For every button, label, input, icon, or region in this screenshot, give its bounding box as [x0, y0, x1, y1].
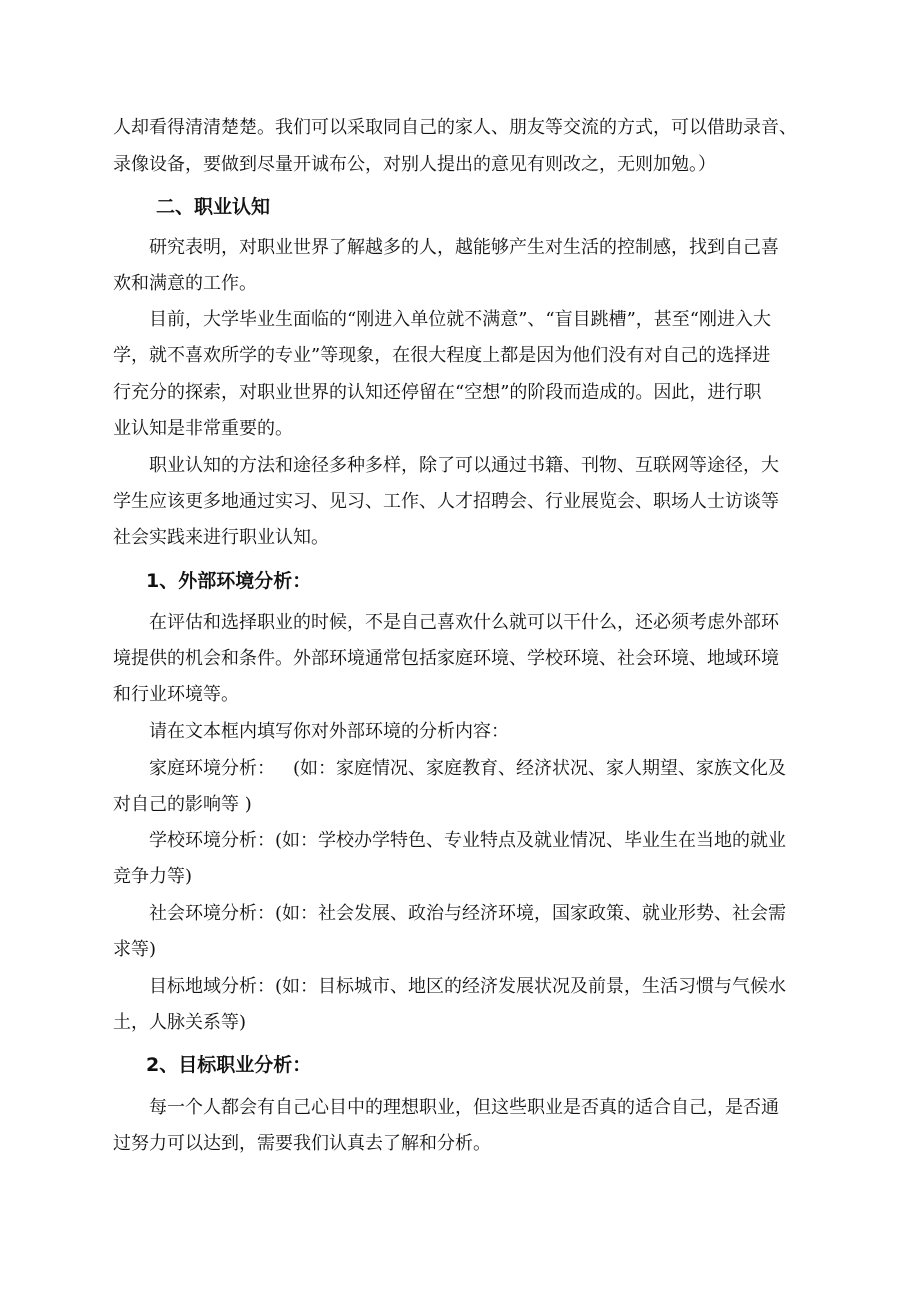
text-line: 和行业环境等。 — [113, 684, 239, 705]
text-line: 社会环境分析：(如：社会发展、政治与经济环境，国家政策、就业形势、社会需 — [149, 903, 787, 924]
text-line: 每一个人都会有自己心目中的理想职业，但这些职业是否真的适合自己，是否通 — [149, 1097, 779, 1118]
text-line: 职业认知的方法和途径多种多样，除了可以通过书籍、刊物、互联网等途径，大 — [149, 455, 779, 476]
family-analysis-line — [149, 758, 786, 780]
text-line: 行充分的探索，对职业世界的认知还停留在“空想”的阶段而造成的。因此，进行职 — [113, 382, 762, 403]
subsection-heading: 1、外部环境分析： — [146, 570, 312, 592]
text-line: 学生应该更多地通过实习、见习、工作、人才招聘会、行业展览会、职场人士访谈等 — [113, 491, 779, 512]
text-line: 学，就不喜欢所学的专业”等现象，在很大程度上都是因为他们没有对自己的选择进 — [113, 345, 771, 366]
family-hint: (如：家庭情况、家庭教育、经济状况、家人期望、家族文化及 — [293, 758, 787, 779]
text-line: 目前，大学毕业生面临的“刚进入单位就不满意”、“盲目跳槽”，甚至“刚进入大 — [149, 309, 772, 330]
text-line: 过努力可以达到，需要我们认真去了解和分析。 — [113, 1133, 491, 1154]
family-label: 家庭环境分析： — [149, 758, 275, 779]
text-line: 社会实践来进行职业认知。 — [113, 527, 329, 548]
text-line: 求等) — [113, 939, 157, 960]
text-line: 目标地域分析：(如：目标城市、地区的经济发展状况及前景，生活习惯与气候水 — [149, 976, 787, 997]
section-heading: 二、职业认知 — [156, 196, 271, 218]
text-line: 对自己的影响等 ) — [113, 794, 252, 815]
text-line: 研究表明，对职业世界了解越多的人，越能够产生对生活的控制感，找到自己喜 — [149, 237, 779, 258]
text-line: 人却看得清清楚楚。我们可以采取同自己的家人、朋友等交流的方式，可以借助录音、 — [113, 117, 797, 138]
text-line: 竞争力等) — [113, 866, 193, 887]
text-line: 学校环境分析：(如：学校办学特色、专业特点及就业情况、毕业生在当地的就业 — [149, 830, 787, 851]
text-line: 土，人脉关系等) — [113, 1012, 247, 1033]
text-line: 业认知是非常重要的。 — [113, 418, 293, 439]
text-line: 请在文本框内填写你对外部环境的分析内容： — [149, 721, 509, 742]
text-line: 在评估和选择职业的时候，不是自己喜欢什么就可以干什么，还必须考虑外部环 — [149, 612, 779, 633]
text-line: 欢和满意的工作。 — [113, 273, 257, 294]
text-line: 录像设备，要做到尽量开诚布公，对别人提出的意见有则改之，无则加勉。） — [113, 154, 716, 175]
subsection-heading: 2、目标职业分析： — [146, 1054, 312, 1076]
text-line: 境提供的机会和条件。外部环境通常包括家庭环境、学校环境、社会环境、地域环境 — [113, 648, 779, 669]
